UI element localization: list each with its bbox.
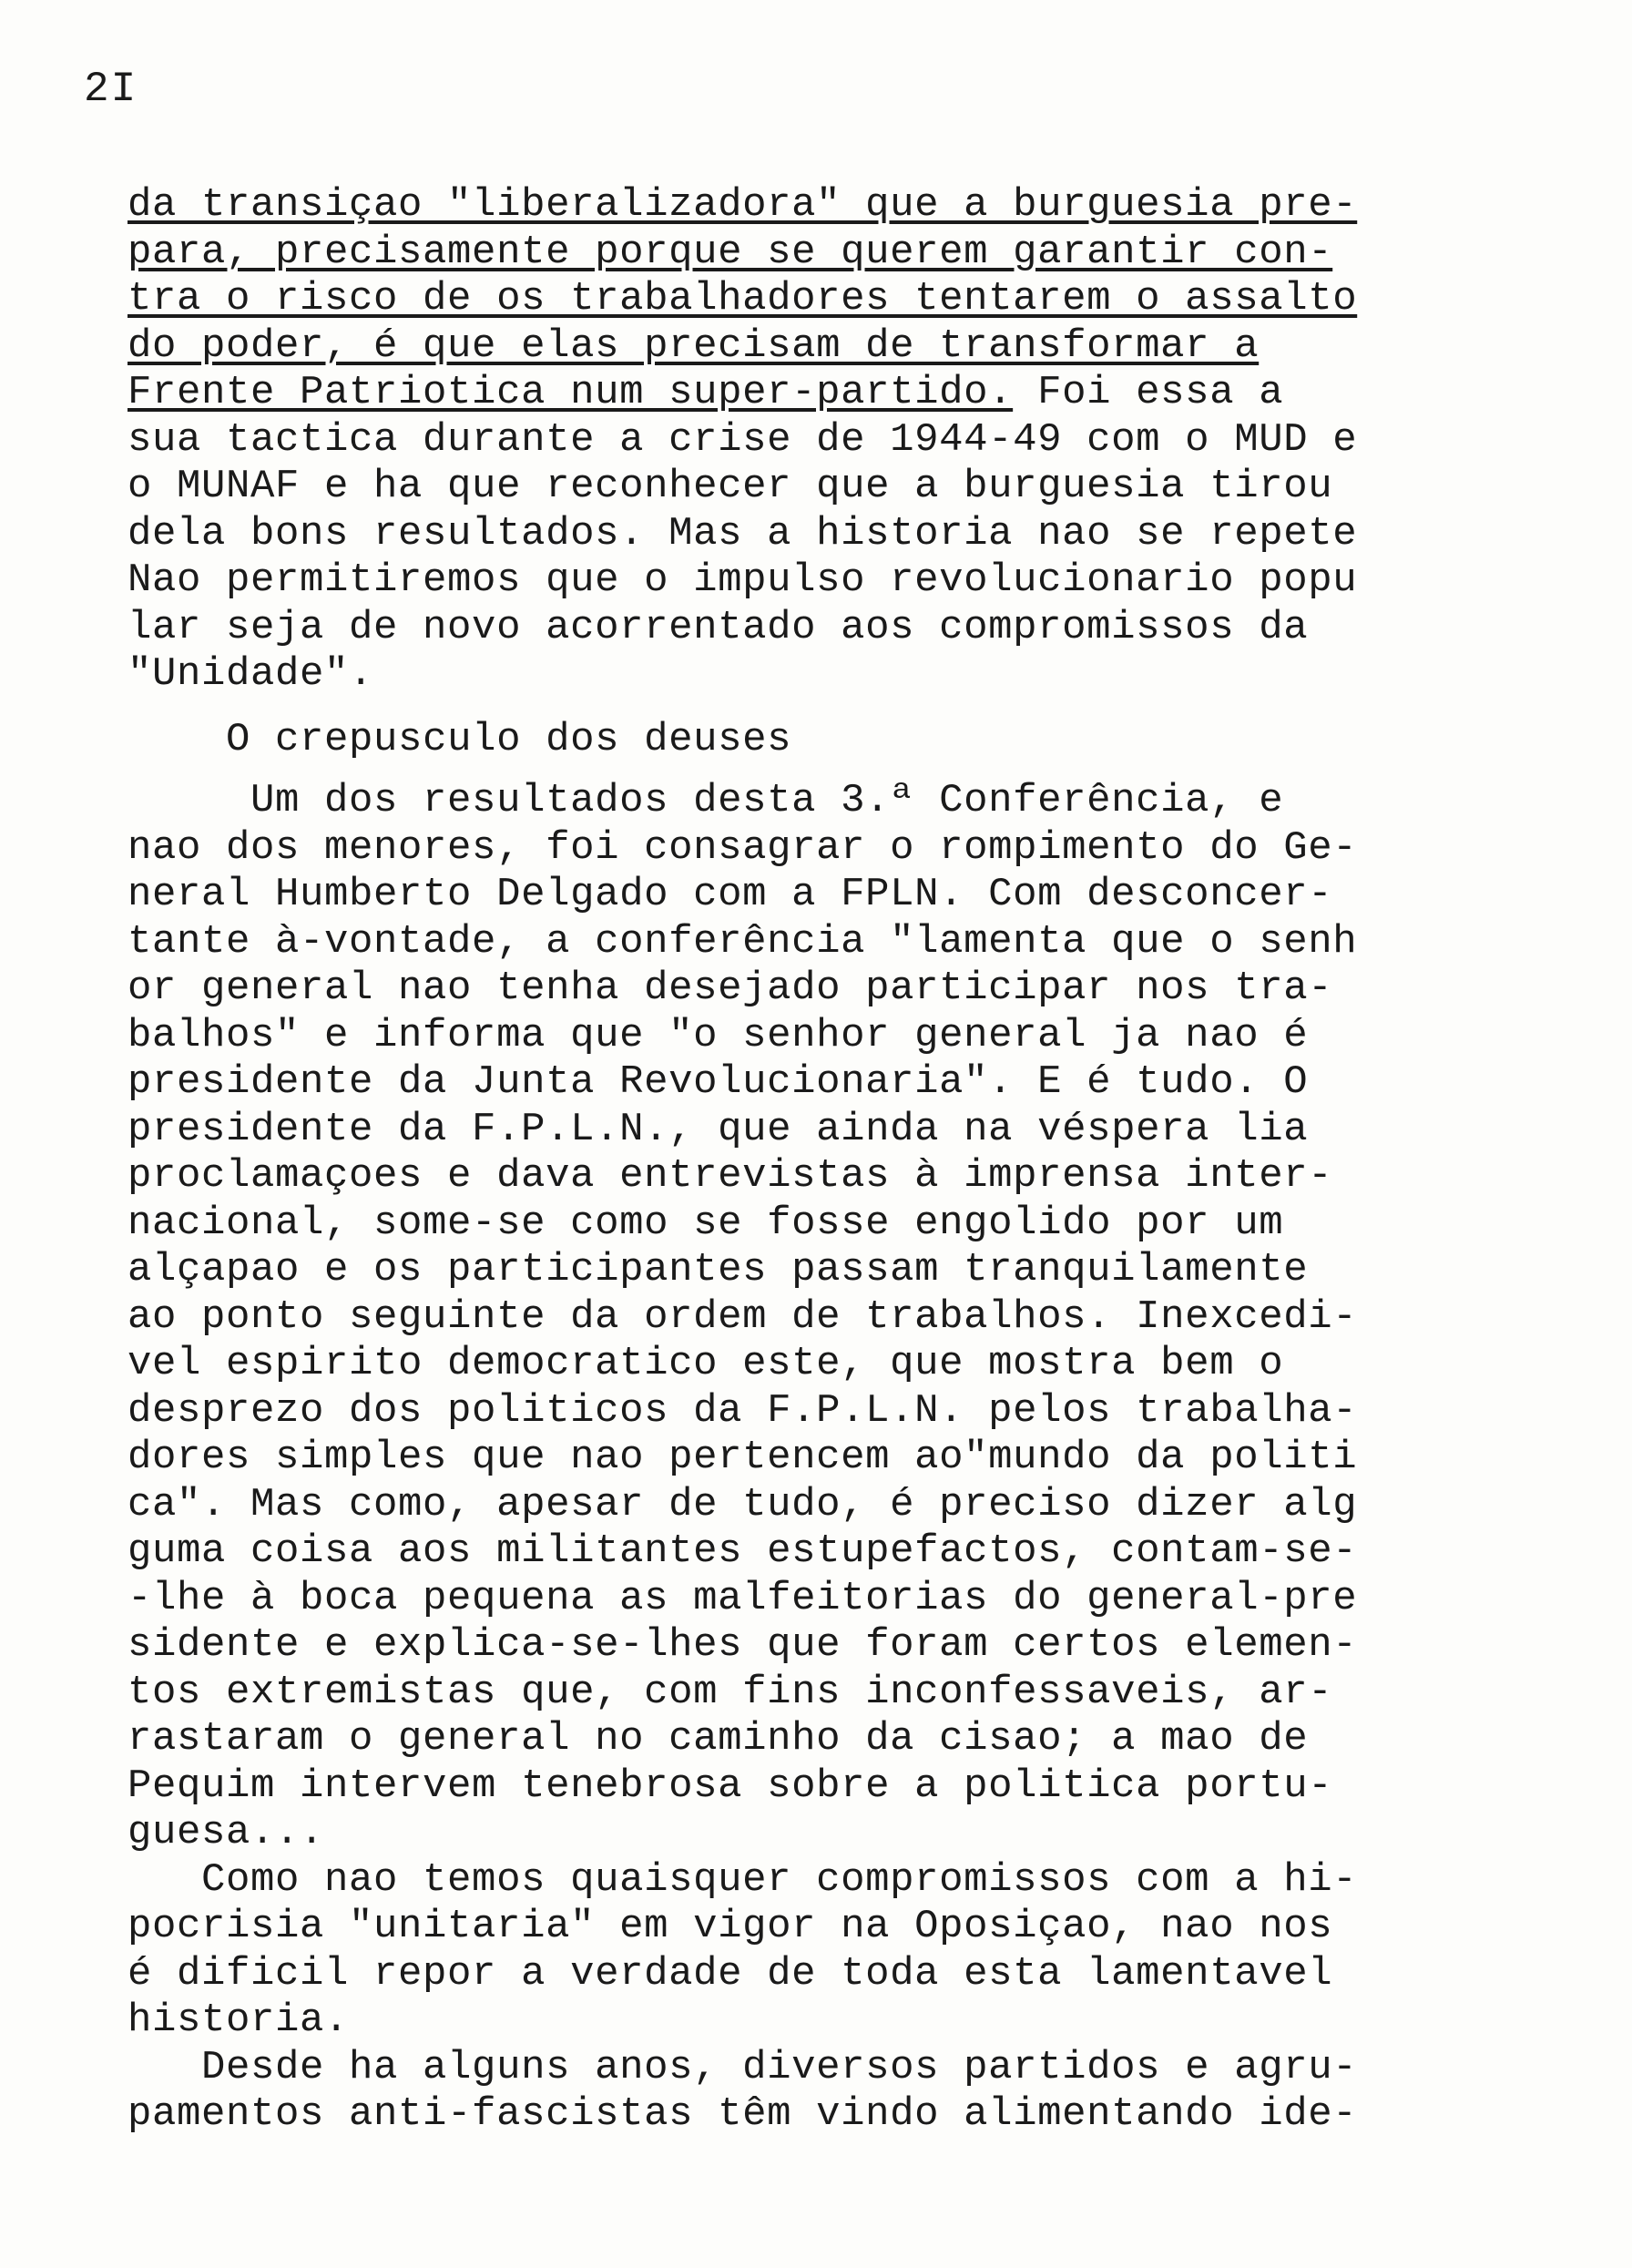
text-line: proclamaçoes e dava entrevistas à imprensa inter-: [128, 1153, 1333, 1199]
text-line: alçapao e os participantes passam tranquilamente: [128, 1247, 1309, 1292]
text-line: para, precisamente porque se querem garantir con-: [128, 229, 1333, 275]
section-heading-text: O crepusculo dos deuses: [226, 716, 792, 762]
text-line: presidente da F.P.L.N., que ainda na véspera lia: [128, 1106, 1309, 1152]
text-line: "Unidade".: [128, 651, 374, 697]
text-line: é dificil repor a verdade de toda esta lamentavel: [128, 1950, 1333, 1997]
text-line: do poder, é que elas precisam de transformar a: [128, 322, 1260, 369]
text-line: ca". Mas como, apesar de tudo, é preciso dizer alg: [128, 1481, 1358, 1527]
text-line: tos extremistas que, com fins inconfessaveis, ar-: [128, 1669, 1333, 1715]
text-line: desprezo dos politicos da F.P.L.N. pelos trabalha-: [128, 1387, 1358, 1434]
text-line: sua tactica durante a crise de 1944-49 com o MUD e: [128, 416, 1358, 463]
text-line: Como nao temos quaisquer compromissos com a hi-: [128, 1856, 1358, 1903]
text-line: Um dos resultados desta 3.ª Conferência, e: [128, 778, 1284, 823]
text-line: presidente da Junta Revolucionaria". E é tudo. O: [128, 1059, 1309, 1105]
text-line-mixed: [128, 370, 1548, 417]
body-text: [128, 182, 1548, 2139]
text-line: guesa...: [128, 1810, 325, 1855]
text-line: -lhe à boca pequena as malfeitorias do general-pre: [128, 1575, 1358, 1621]
text-line: sidente e explica-se-lhes que foram certos elemen-: [128, 1622, 1358, 1668]
text-line: nacional, some-se como se fosse engolido por um: [128, 1200, 1284, 1246]
text-line: Desde ha alguns anos, diversos partidos e agru-: [128, 2044, 1358, 2090]
text-line: historia.: [128, 1997, 350, 2043]
text-line: vel espirito democratico este, que mostra bem o: [128, 1341, 1284, 1386]
text-line: guma coisa aos militantes estupefactos, contam-se-: [128, 1528, 1358, 1574]
text-line: dores simples que nao pertencem ao"mundo da politi: [128, 1435, 1358, 1480]
text-line: o MUNAF e ha que reconhecer que a burguesia tirou: [128, 464, 1333, 509]
text-line: or general nao tenha desejado participar nos tra-: [128, 965, 1333, 1011]
text-line: nao dos menores, foi consagrar o rompimento do Ge-: [128, 824, 1358, 871]
text-line: ao ponto seguinte da ordem de trabalhos. Inexcedi-: [128, 1293, 1358, 1340]
text-line: lar seja de novo acorrentado aos compromissos da: [128, 604, 1309, 650]
text-line: pocrisia "unitaria" em vigor na Oposiçao, nao nos: [128, 1904, 1333, 1949]
underlined-fragment: Frente Patriotica num super-partido.: [128, 370, 1014, 415]
text-line: tra o risco de os trabalhadores tentarem o assalto: [128, 276, 1358, 322]
text-line: balhos" e informa que "o senhor general ja nao é: [128, 1012, 1309, 1058]
text-line: pamentos anti-fascistas têm vindo alimentando ide-: [128, 2091, 1358, 2137]
text-line: Pequim intervem tenebrosa sobre a politica portu-: [128, 1762, 1333, 1809]
page-number: 2I: [84, 66, 138, 113]
text-fragment: Foi essa a: [1013, 370, 1284, 415]
section-heading: [128, 717, 1548, 764]
text-line: da transiçao "liberalizadora" que a burguesia pre-: [128, 182, 1358, 228]
text-line: rastaram o general no caminho da cisao; a mao de: [128, 1716, 1309, 1762]
text-line: tante à-vontade, a conferência "lamenta que o senh: [128, 918, 1358, 965]
text-line: Nao permitiremos que o impulso revolucionario popu: [128, 557, 1358, 603]
text-line: neral Humberto Delgado com a FPLN. Com desconcer-: [128, 872, 1333, 917]
text-line: dela bons resultados. Mas a historia nao se repete: [128, 510, 1358, 557]
